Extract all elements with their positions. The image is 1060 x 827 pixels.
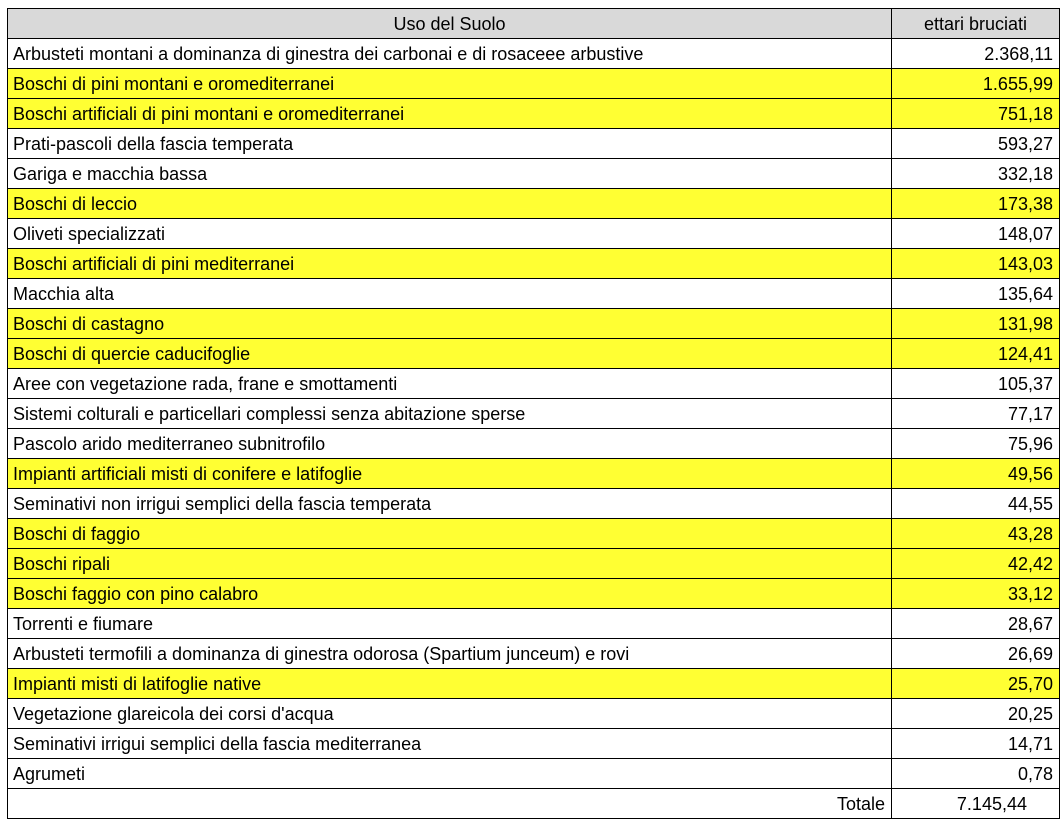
- hectares-cell: 26,69: [892, 639, 1060, 669]
- hectares-cell: 44,55: [892, 489, 1060, 519]
- table-row: [8, 99, 1060, 129]
- total-label: Totale: [8, 789, 892, 819]
- table-row: [8, 609, 1060, 639]
- table-row: [8, 189, 1060, 219]
- table-row: [8, 459, 1060, 489]
- land-use-cell: Boschi di leccio: [8, 189, 892, 219]
- land-use-cell: Boschi di quercie caducifoglie: [8, 339, 892, 369]
- land-use-cell: Gariga e macchia bassa: [8, 159, 892, 189]
- table-row: [8, 489, 1060, 519]
- land-use-cell: Boschi artificiali di pini montani e oromediterranei: [8, 99, 892, 129]
- hectares-cell: 75,96: [892, 429, 1060, 459]
- hectares-cell: 49,56: [892, 459, 1060, 489]
- total-row: [8, 789, 1060, 819]
- table-row: [8, 579, 1060, 609]
- hectares-cell: 135,64: [892, 279, 1060, 309]
- land-use-cell: Prati-pascoli della fascia temperata: [8, 129, 892, 159]
- total-value: 7.145,44: [892, 789, 1060, 819]
- hectares-cell: 0,78: [892, 759, 1060, 789]
- table-row: [8, 39, 1060, 69]
- table-row: [8, 519, 1060, 549]
- table-row: [8, 429, 1060, 459]
- land-use-cell: Sistemi colturali e particellari complessi senza abitazione sperse: [8, 399, 892, 429]
- hectares-cell: 25,70: [892, 669, 1060, 699]
- land-use-cell: Impianti artificiali misti di conifere e latifoglie: [8, 459, 892, 489]
- land-use-cell: Oliveti specializzati: [8, 219, 892, 249]
- table-row: [8, 129, 1060, 159]
- table-row: [8, 249, 1060, 279]
- hectares-cell: 20,25: [892, 699, 1060, 729]
- hectares-cell: 43,28: [892, 519, 1060, 549]
- land-use-cell: Arbusteti termofili a dominanza di ginestra odorosa (Spartium junceum) e rovi: [8, 639, 892, 669]
- table-row: [8, 729, 1060, 759]
- table-row: [8, 339, 1060, 369]
- table-row: [8, 669, 1060, 699]
- land-use-cell: Vegetazione glareicola dei corsi d'acqua: [8, 699, 892, 729]
- table-row: [8, 699, 1060, 729]
- land-use-cell: Boschi ripali: [8, 549, 892, 579]
- header-hectares-burned: ettari bruciati: [892, 9, 1060, 39]
- land-use-cell: Seminativi irrigui semplici della fascia mediterranea: [8, 729, 892, 759]
- hectares-cell: 77,17: [892, 399, 1060, 429]
- hectares-cell: 105,37: [892, 369, 1060, 399]
- land-use-cell: Boschi faggio con pino calabro: [8, 579, 892, 609]
- hectares-cell: 14,71: [892, 729, 1060, 759]
- table-row: [8, 279, 1060, 309]
- hectares-cell: 593,27: [892, 129, 1060, 159]
- hectares-cell: 148,07: [892, 219, 1060, 249]
- hectares-cell: 28,67: [892, 609, 1060, 639]
- land-use-cell: Impianti misti di latifoglie native: [8, 669, 892, 699]
- hectares-cell: 173,38: [892, 189, 1060, 219]
- header-row: [8, 9, 1060, 39]
- land-use-cell: Boschi di pini montani e oromediterranei: [8, 69, 892, 99]
- land-use-cell: Seminativi non irrigui semplici della fascia temperata: [8, 489, 892, 519]
- land-use-cell: Boschi artificiali di pini mediterranei: [8, 249, 892, 279]
- hectares-cell: 124,41: [892, 339, 1060, 369]
- land-use-cell: Arbusteti montani a dominanza di ginestra dei carbonai e di rosaceee arbustive: [8, 39, 892, 69]
- hectares-cell: 131,98: [892, 309, 1060, 339]
- land-use-cell: Agrumeti: [8, 759, 892, 789]
- table-row: [8, 69, 1060, 99]
- table-row: [8, 639, 1060, 669]
- hectares-cell: 143,03: [892, 249, 1060, 279]
- data-table-container: [7, 8, 1060, 819]
- land-use-cell: Macchia alta: [8, 279, 892, 309]
- table-row: [8, 159, 1060, 189]
- table-row: [8, 309, 1060, 339]
- table-row: [8, 759, 1060, 789]
- land-use-cell: Aree con vegetazione rada, frane e smottamenti: [8, 369, 892, 399]
- burned-area-table: [7, 8, 1060, 819]
- land-use-cell: Boschi di castagno: [8, 309, 892, 339]
- land-use-cell: Boschi di faggio: [8, 519, 892, 549]
- table-row: [8, 369, 1060, 399]
- hectares-cell: 332,18: [892, 159, 1060, 189]
- header-land-use: Uso del Suolo: [8, 9, 892, 39]
- table-body: [8, 39, 1060, 789]
- hectares-cell: 2.368,11: [892, 39, 1060, 69]
- land-use-cell: Torrenti e fiumare: [8, 609, 892, 639]
- table-row: [8, 549, 1060, 579]
- hectares-cell: 751,18: [892, 99, 1060, 129]
- table-row: [8, 219, 1060, 249]
- land-use-cell: Pascolo arido mediterraneo subnitrofilo: [8, 429, 892, 459]
- table-row: [8, 399, 1060, 429]
- hectares-cell: 1.655,99: [892, 69, 1060, 99]
- hectares-cell: 42,42: [892, 549, 1060, 579]
- hectares-cell: 33,12: [892, 579, 1060, 609]
